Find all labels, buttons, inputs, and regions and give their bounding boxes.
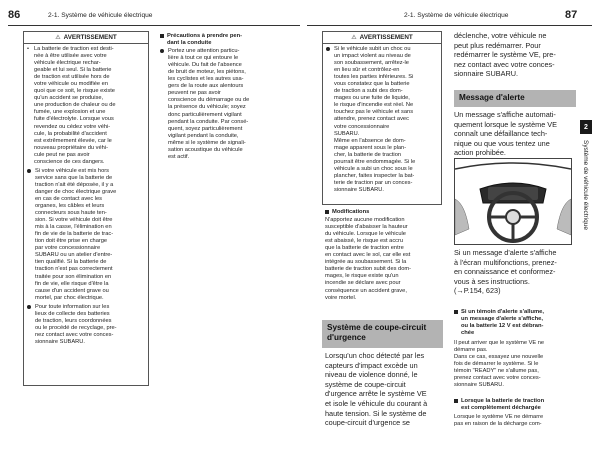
right-page-number: 87 [565, 9, 578, 21]
warning-light-heading: Si un témoin d'alerte s'allume, un message d'alerte s'affiche, ou la batterie 12 V est débran- chée [461, 309, 544, 337]
dashboard-illustration [454, 158, 572, 245]
left-section-title: 2-1. Système de véhicule électrique [48, 12, 153, 19]
square-bullet-icon [160, 34, 164, 38]
warning-light-text: Il peut arriver que le système VE ne démarre pas. Dans ce cas, essayez une nouvelle fois de démarrer le système. Si le témoin "READY" ne s'allume pas, prenez contact avec votre conces- sionnaire SUBARU. [454, 340, 545, 389]
warning-bullet: Pour toute information sur les lieux de collecte des batteries de traction, leurs coordonnées ou le procédé de recyclage, pre- nez contact avec votre conces- sionnaire SUBARU. [27, 304, 145, 346]
right-header-rule [307, 25, 592, 26]
cutoff-section-heading: Système de coupe-circuit d'urgence [322, 320, 443, 348]
modifications-text: N'apportez aucune modification susceptible d'abaisser la hauteur du véhicule. Lorsque le véhicule est abaissé, le risque est accru que la batterie de traction entre en contact avec le sol, car elle est intégrée au soubassement. Si la batterie de traction subit des dom- mages, le risque existe qu'un incendie se déclare avec pour conséquence un accident grave, voire mortel. [325, 217, 411, 301]
alert-section-heading: Message d'alerte [454, 90, 576, 107]
warning-bullet: Si votre véhicule est mis hors service sans que la batterie de traction n'ait été déposée, il y a danger de choc électrique grave en cas de contact avec les organes, les câbles et leurs connecteurs sous haute ten- sion. Si votre véhicule doit être mis à la casse, l'élimination en fin de vie de la batterie de trac- tion doit être prise en charge par votre concessionnaire SUBARU ou un atelier d'entre- tien qualifié. Si la batterie de traction n'est pas correctement traitée pour son élimination en fin de vie, elle risque d'être la cause d'un accident grave ou mortel, par choc électrique. [27, 168, 145, 302]
bullet-dot-icon [27, 169, 31, 173]
left-header-rule [8, 25, 300, 26]
square-bullet-icon [454, 399, 458, 403]
alert-text: Un message s'affiche automati- quement lorsque le système VE connaît une défaillance tech- nique ou que vous tentez une action prohibée. [454, 110, 558, 158]
precautions-text: Portez une attention particu- lière à tout ce qui entoure le véhicule. Du fait de l'absence de bruit de moteur, les piétons, les cyclistes et les autres usa- gers de la route aux alentours peuvent ne pas avoir conscience du démarrage ou de la présence du véhicule; soyez donc particulièrement vigilant pendant la conduite. Par consé- quent, soyez particulièrement vigilant pendant la conduite, même si le système de signali- sation acoustique du véhicule est actif. [168, 48, 250, 160]
cutoff-section-text: Lorsqu'un choc détecté par les capteurs d'impact excède un niveau de violence donné, le système de coupe-circuit d'urgence arrête le système VE et isole le véhicule du courant à haute tension. Si le système de coupe-circuit d'urgence se [325, 351, 428, 428]
left-page-number: 86 [8, 9, 21, 21]
warning-triangle-icon: ⚠ [351, 34, 357, 41]
precautions-heading: Précautions à prendre pen- dant la conduite [167, 33, 243, 47]
warning-bullet: • La batterie de traction est desti- née à être utilisée avec votre véhicule électrique rechar- geable et lui seul. Si la batterie de traction est utilisée hors de votre véhicule ou modifiée en quoi que ce soit, le risque existe qu'un accident se produise, une production de chaleur ou de fumée, une explosion et une fuite d'électrolyte. Lorsque vous revendez ou cédez votre véhi- cule, la probabilité d'accident est extrêmement élevée, car le nouveau propriétaire du véhi- cule peut ne pas avoir conscience de ces dangers. [27, 46, 116, 165]
warning-light-block [454, 309, 576, 390]
right-section-title: 2-1. Système de véhicule électrique [404, 12, 509, 19]
warning-title: AVERTISSEMENT [359, 34, 413, 41]
battery-discharged-block [454, 398, 576, 428]
dashboard-illustration-icon [455, 159, 571, 244]
precautions-block [160, 33, 272, 161]
warning-box-right [322, 31, 442, 205]
square-bullet-icon [325, 210, 329, 214]
square-bullet-icon [454, 310, 458, 314]
warning-text: Si le véhicule subit un choc ou un impact violent au niveau de son soubassement, arrêtez-le en lieu sûr et contrôlez-en toutes les parties inférieures. Si vous constatez que la batterie de traction a subi des dom- mages ou une fuite de liquide, le risque d'incendie est réel. Ne touchez pas le véhicule et sans attendre, prenez contact avec votre concessionnaire SUBARU. Même en l'absence de dom- mage apparent sous le plan- cher, la batterie de traction pourrait être endommagée. Si le véhicule a subi un choc sous le plancher, faites inspecter la bat- terie de traction par un conces- sionnaire SUBARU. [334, 46, 416, 193]
modifications-heading: Modifications [332, 209, 370, 215]
bullet-dot-icon [27, 305, 31, 309]
warning-triangle-icon: ⚠ [55, 34, 61, 41]
bullet-dot-icon [326, 47, 330, 51]
warning-header [24, 32, 148, 44]
battery-discharged-text: Lorsque le système VE ne démarre pas en raison de la décharge com- [454, 414, 544, 428]
bullet-dot-icon [160, 49, 164, 53]
battery-discharged-heading: Lorsque la batterie de traction est complètement déchargée [461, 398, 545, 412]
modifications-block [325, 209, 443, 302]
chapter-tab: 2 [580, 120, 592, 134]
restart-text: déclenche, votre véhicule ne peut plus redémarrer. Pour redémarrer le système VE, pre- nez contact avec votre conces- sionnaire SUBARU. [454, 31, 556, 79]
alert-instructions-text: Si un message d'alerte s'affiche à l'écran multifonctions, prenez- en connaissance et conformez- vous à ses instructions. (→P.154, 623) [454, 248, 557, 296]
chapter-vertical-label: Système de véhicule électrique [582, 140, 589, 230]
warning-box-left [23, 31, 149, 386]
warning-title: AVERTISSEMENT [63, 34, 117, 41]
warning-header [323, 32, 441, 44]
